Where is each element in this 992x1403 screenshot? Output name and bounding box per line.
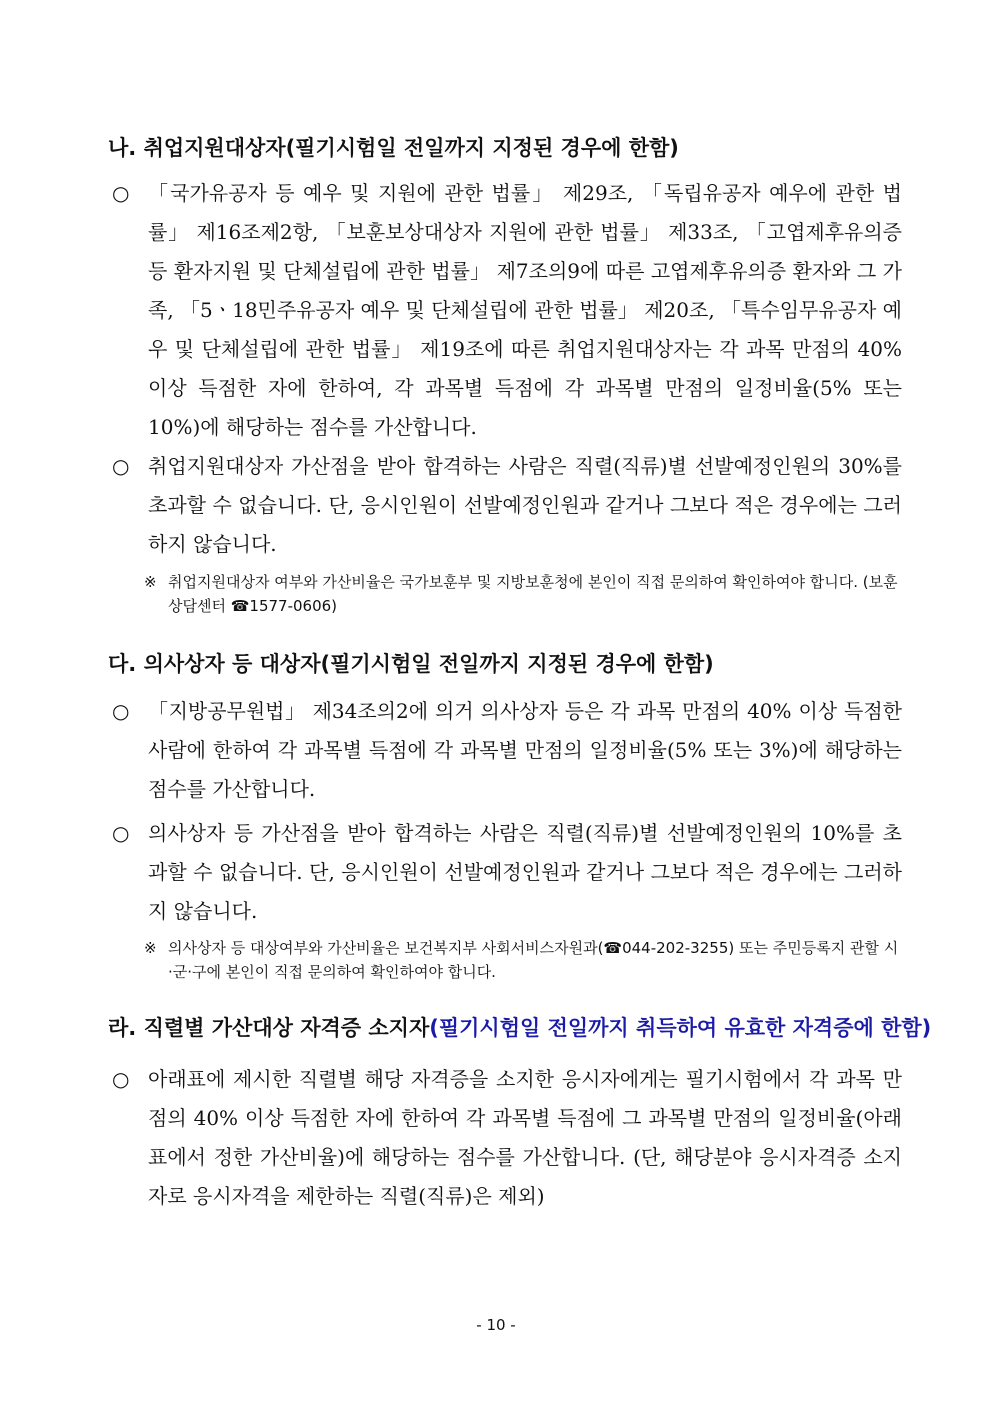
bullet-da-1 [112, 692, 902, 809]
section-heading-ra [108, 1014, 932, 1042]
note-da [144, 936, 902, 984]
bullet-circle-icon: ○ [112, 181, 130, 205]
bullet-circle-icon: ○ [112, 1067, 130, 1091]
section-heading-da [108, 650, 908, 678]
bullet-ra-1 [112, 1060, 902, 1216]
note-na [144, 570, 902, 618]
bullet-ra-1-text: 아래표에 제시한 직렬별 해당 자격증을 소지한 응시자에게는 필기시험에서 각 과목 만점의 40% 이상 득점한 자에 한하여 각 과목별 득점에 그 과목별 만점의 일정비율(아래 표에서 정한 가산비율)에 해당하는 점수를 가산합니다. (단, 해당분야 응시자격증 소지자로 응시자격을 제한하는 직렬(직류)은 제외) [148, 1067, 902, 1208]
note-na-text: 취업지원대상자 여부와 가산비율은 국가보훈부 및 지방보훈청에 본인이 직접 문의하여 확인하여야 합니다. (보훈상담센터 ☎1577-0606) [168, 573, 898, 615]
section-heading-na-text: 나. 취업지원대상자(필기시험일 전일까지 지정된 경우에 한함) [108, 136, 679, 160]
bullet-na-2 [112, 447, 902, 564]
bullet-da-2 [112, 814, 902, 931]
reference-mark-icon: ※ [144, 939, 157, 957]
bullet-na-1 [112, 174, 902, 447]
bullet-da-2-text: 의사상자 등 가산점을 받아 합격하는 사람은 직렬(직류)별 선발예정인원의 10%를 초과할 수 없습니다. 단, 응시인원이 선발예정인원과 같거나 그보다 적은 경우에는 그러하지 않습니다. [148, 821, 902, 923]
section-heading-na [108, 134, 908, 162]
reference-mark-icon: ※ [144, 573, 157, 591]
bullet-da-1-text: 「지방공무원법」 제34조의2에 의거 의사상자 등은 각 과목 만점의 40% 이상 득점한 사람에 한하여 각 과목별 득점에 각 과목별 만점의 일정비율(5% 또는 3%)에 해당하는 점수를 가산합니다. [148, 699, 902, 801]
bullet-na-1-text: 「국가유공자 등 예우 및 지원에 관한 법률」 제29조, 「독립유공자 예우에 관한 법률」 제16조제2항, 「보훈보상대상자 지원에 관한 법률」 제33조, 「고엽제후유의증 등 환자지원 및 단체설립에 관한 법률」 제7조의9에 따른 고엽제후유의증 환자와 그 가족, 「5ㆍ18민주유공자 예우 및 단체설립에 관한 법률」 제20조, 「특수임무유공자 예우 및 단체설립에 관한 법률」 제19조에 따른 취업지원대상자는 각 과목 만점의 40% 이상 득점한 자에 한하여, 각 과목별 득점에 각 과목별 만점의 일정비율(5% 또는 10%)에 해당하는 점수를 가산합니다. [148, 181, 902, 439]
note-da-text: 의사상자 등 대상여부와 가산비율은 보건복지부 사회서비스자원과(☎044-202-3255) 또는 주민등록지 관할 시·군·구에 본인이 직접 문의하여 확인하여야 합니다. [168, 939, 899, 981]
bullet-na-2-text: 취업지원대상자 가산점을 받아 합격하는 사람은 직렬(직류)별 선발예정인원의 30%를 초과할 수 없습니다. 단, 응시인원이 선발예정인원과 같거나 그보다 적은 경우에는 그러하지 않습니다. [148, 454, 902, 556]
section-heading-ra-qualifier: (필기시험일 전일까지 취득하여 유효한 자격증에 한함) [429, 1016, 932, 1040]
page-number: - 10 - [476, 1316, 516, 1334]
section-heading-da-text: 다. 의사상자 등 대상자(필기시험일 전일까지 지정된 경우에 한함) [108, 652, 714, 676]
bullet-circle-icon: ○ [112, 821, 130, 845]
bullet-circle-icon: ○ [112, 699, 130, 723]
bullet-circle-icon: ○ [112, 454, 130, 478]
section-heading-ra-text: 라. 직렬별 가산대상 자격증 소지자 [108, 1016, 430, 1040]
